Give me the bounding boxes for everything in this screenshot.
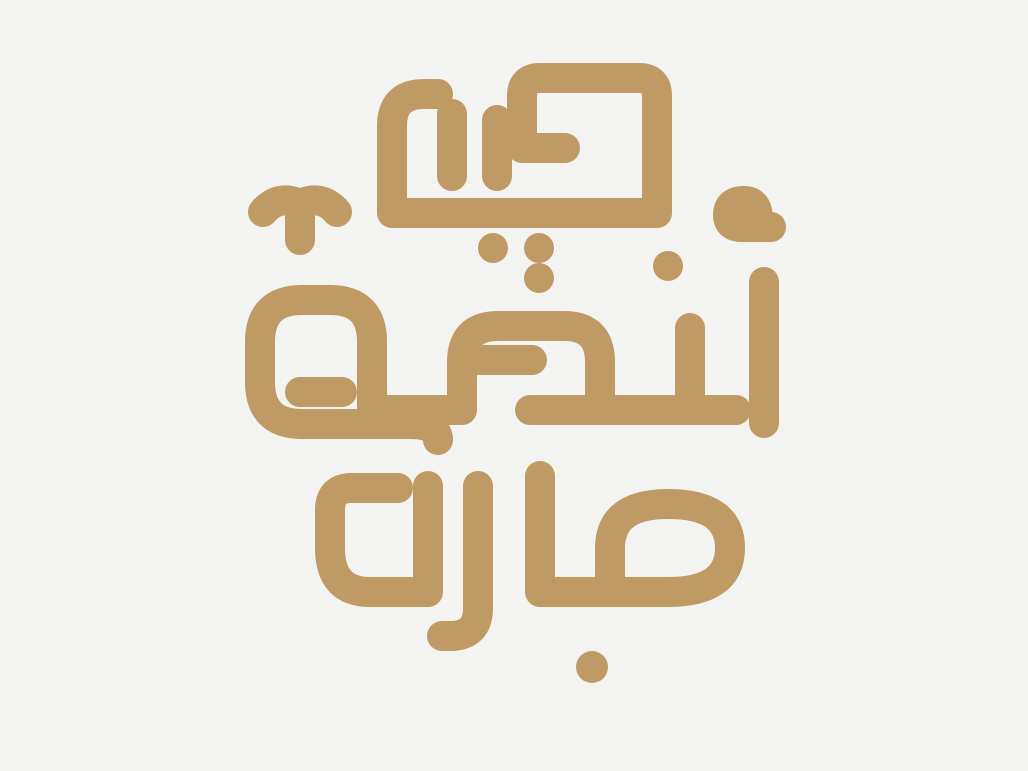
hamza-mark bbox=[728, 201, 771, 227]
dot-line3 bbox=[576, 651, 608, 683]
